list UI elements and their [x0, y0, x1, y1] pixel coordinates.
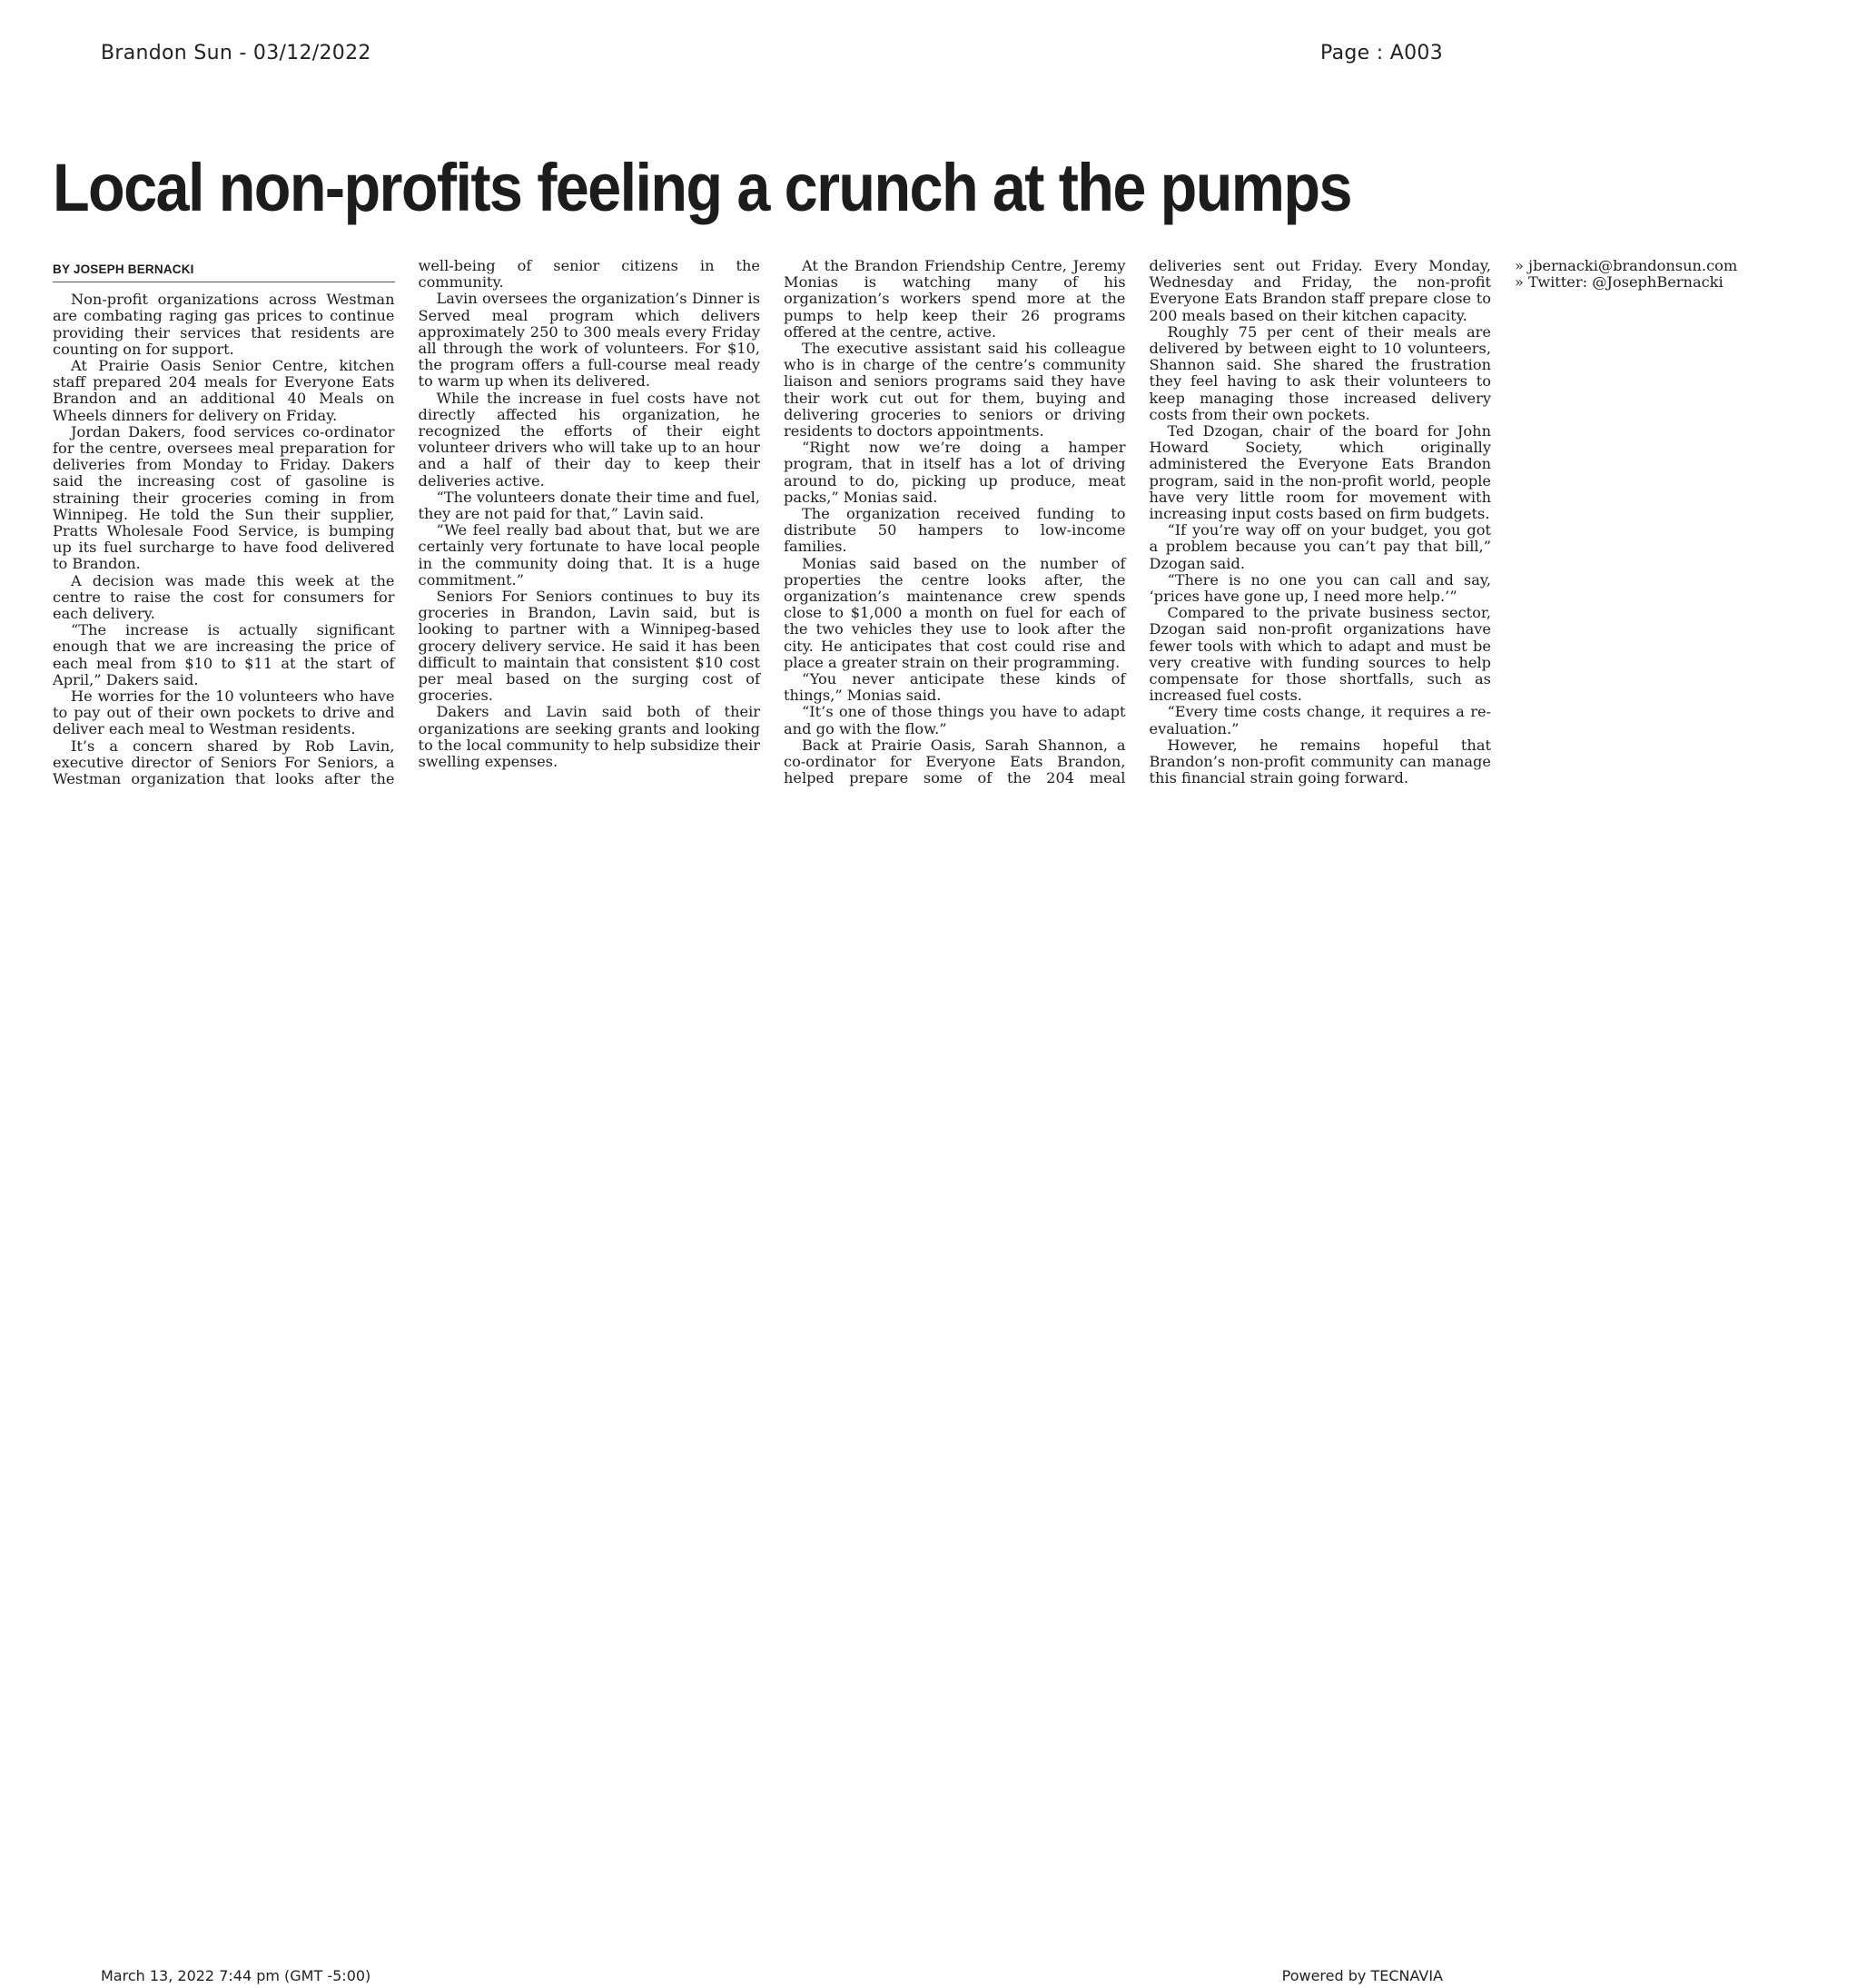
article-paragraph: Jordan Dakers, food services co-ordinator for the centre, oversees meal preparation for deliveries from Monday to Friday. Dakers said the increasing cost of gasoline is straining their groceries coming in from Winnipeg. He told the Sun their supplier, Pratts Wholesale Food Service, is bumping up its fuel surcharge to have food delivered to Brandon. — [53, 422, 395, 573]
article-paragraph: “The increase is actually significant enough that we are increasing the price of each meal from $10 to $11 at the start of April,” Dakers said. — [53, 621, 395, 688]
article-paragraph: Dakers and Lavin said both of their organizations are seeking grants and looking to the local community to help subsidize their swelling expenses. — [418, 703, 760, 771]
article-paragraph: The executive assistant said his colleague who is in charge of the centre’s community liaison and seniors programs said they have their work cut out for them, buying and delivering groceries to seniors or driving residents to doctors appointments. — [784, 340, 1126, 440]
article-paragraph: Monias said based on the number of properties the centre looks after, the organization’s maintenance crew spends close to $1,000 a month on fuel for each of the two vehicles they use to look after the city. He anticipates that cost could rise and place a greater strain on their programming. — [784, 554, 1126, 671]
article-paragraph: A decision was made this week at the centre to raise the cost for consumers for each delivery. — [53, 571, 395, 623]
article-headline: Local non-profits feeling a crunch at the pumps — [53, 150, 1351, 225]
article-paragraph: “It’s one of those things you have to adapt and go with the flow.” — [784, 703, 1126, 737]
article-paragraph: However, he remains hopeful that Brandon’s non-profit community can manage this financial strain going forward. — [1149, 736, 1491, 787]
article-paragraph: Roughly 75 per cent of their meals are delivered by between eight to 10 volunteers, Shannon said. She shared the frustration they feel having to ask their volunteers to keep managing those increased delivery costs from their own pockets. — [1149, 322, 1491, 423]
publication-date-header: Brandon Sun - 03/12/2022 — [101, 42, 371, 64]
article-paragraph: Back at Prairie Oasis, Sarah Shannon, a co-ordinator for Everyone Eats Brandon, helped prepare some of the 204 meal deliveries sent out Friday. Every Monday, Wednesday and Friday, the non-profit Everyone Eats Brandon staff prepare close to 200 meals based on their kitchen capacity. — [784, 257, 1491, 787]
article-byline: BY JOSEPH BERNACKI — [53, 262, 395, 282]
article-paragraph: “We feel really bad about that, but we are certainly very fortunate to have local people in the community doing that. It is a huge commitment.” — [418, 521, 760, 588]
article-paragraph: Lavin oversees the organization’s Dinner is Served meal program which delivers approximately 250 to 300 meals every Friday all through the work of volunteers. For $10, the program offers a full-course meal ready to warm up when its delivered. — [418, 290, 760, 391]
article-paragraph: While the increase in fuel costs have not directly affected his organization, he recognized the efforts of their eight volunteer drivers who will take up to an hour and a half of their day to keep their deliveries active. — [418, 389, 760, 490]
page-number-header: Page : A003 — [1320, 42, 1443, 64]
article-paragraph: Ted Dzogan, chair of the board for John Howard Society, which originally administered the Everyone Eats Brandon program, said in the non-profit world, people have very little room for movement with increasing input costs based on firm budgets. — [1149, 422, 1491, 523]
author-email: » jbernacki@brandonsun.com — [1515, 257, 1738, 274]
article-paragraph: The organization received funding to distribute 50 hampers to low-income families. — [784, 505, 1126, 556]
print-timestamp-footer: March 13, 2022 7:44 pm (GMT -5:00) — [101, 1967, 371, 1984]
article-paragraph: “Right now we’re doing a hamper program, that in itself has a lot of driving around to do, picking up produce, meat packs,” Monias said. — [784, 439, 1126, 506]
article-paragraph: At the Brandon Friendship Centre, Jeremy Monias is watching many of his organization’s workers spend more at the pumps to help keep their 26 programs offered at the centre, active. — [784, 257, 1126, 341]
powered-by-footer: Powered by TECNAVIA — [1281, 1967, 1443, 1984]
article-paragraph: “There is no one you can call and say, ‘prices have gone up, I need more help.’” — [1149, 570, 1491, 606]
article-paragraph: He worries for the 10 volunteers who have to pay out of their own pockets to drive and deliver each meal to Westman residents. — [53, 687, 395, 738]
article-paragraph: “Every time costs change, it requires a re-evaluation.” — [1149, 703, 1491, 737]
author-twitter: » Twitter: @JosephBernacki — [1515, 273, 1724, 292]
article-paragraph: Compared to the private business sector, Dzogan said non-profit organizations have fewer tools with which to adapt and must be very creative with funding sources to help compensate for those shortfalls, such as increased fuel costs. — [1149, 604, 1491, 705]
article-body — [53, 257, 1738, 803]
article-paragraph: At Prairie Oasis Senior Centre, kitchen staff prepared 204 meals for Everyone Eats Brandon and an additional 40 Meals on Wheels dinners for delivery on Friday. — [53, 357, 395, 424]
article-paragraph: “The volunteers donate their time and fuel, they are not paid for that,” Lavin said. — [418, 488, 760, 523]
article-paragraph: “You never anticipate these kinds of things,” Monias said. — [784, 670, 1126, 705]
article-paragraph: “If you’re way off on your budget, you got a problem because you can’t pay that bill,” Dzogan said. — [1149, 521, 1491, 572]
article-paragraph: Seniors For Seniors continues to buy its groceries in Brandon, Lavin said, but is looking to partner with a Winnipeg-based grocery delivery service. He said it has been difficult to maintain that consistent $10 cost per meal based on the surging cost of groceries. — [418, 588, 760, 705]
article-paragraph: Non-profit organizations across Westman are combating raging gas prices to continue providing their services that residents are counting on for support. — [53, 291, 395, 358]
article-paragraph: It’s a concern shared by Rob Lavin, executive director of Seniors For Seniors, a Westman organization that looks after the well-being of senior citizens in the community. — [53, 257, 760, 788]
